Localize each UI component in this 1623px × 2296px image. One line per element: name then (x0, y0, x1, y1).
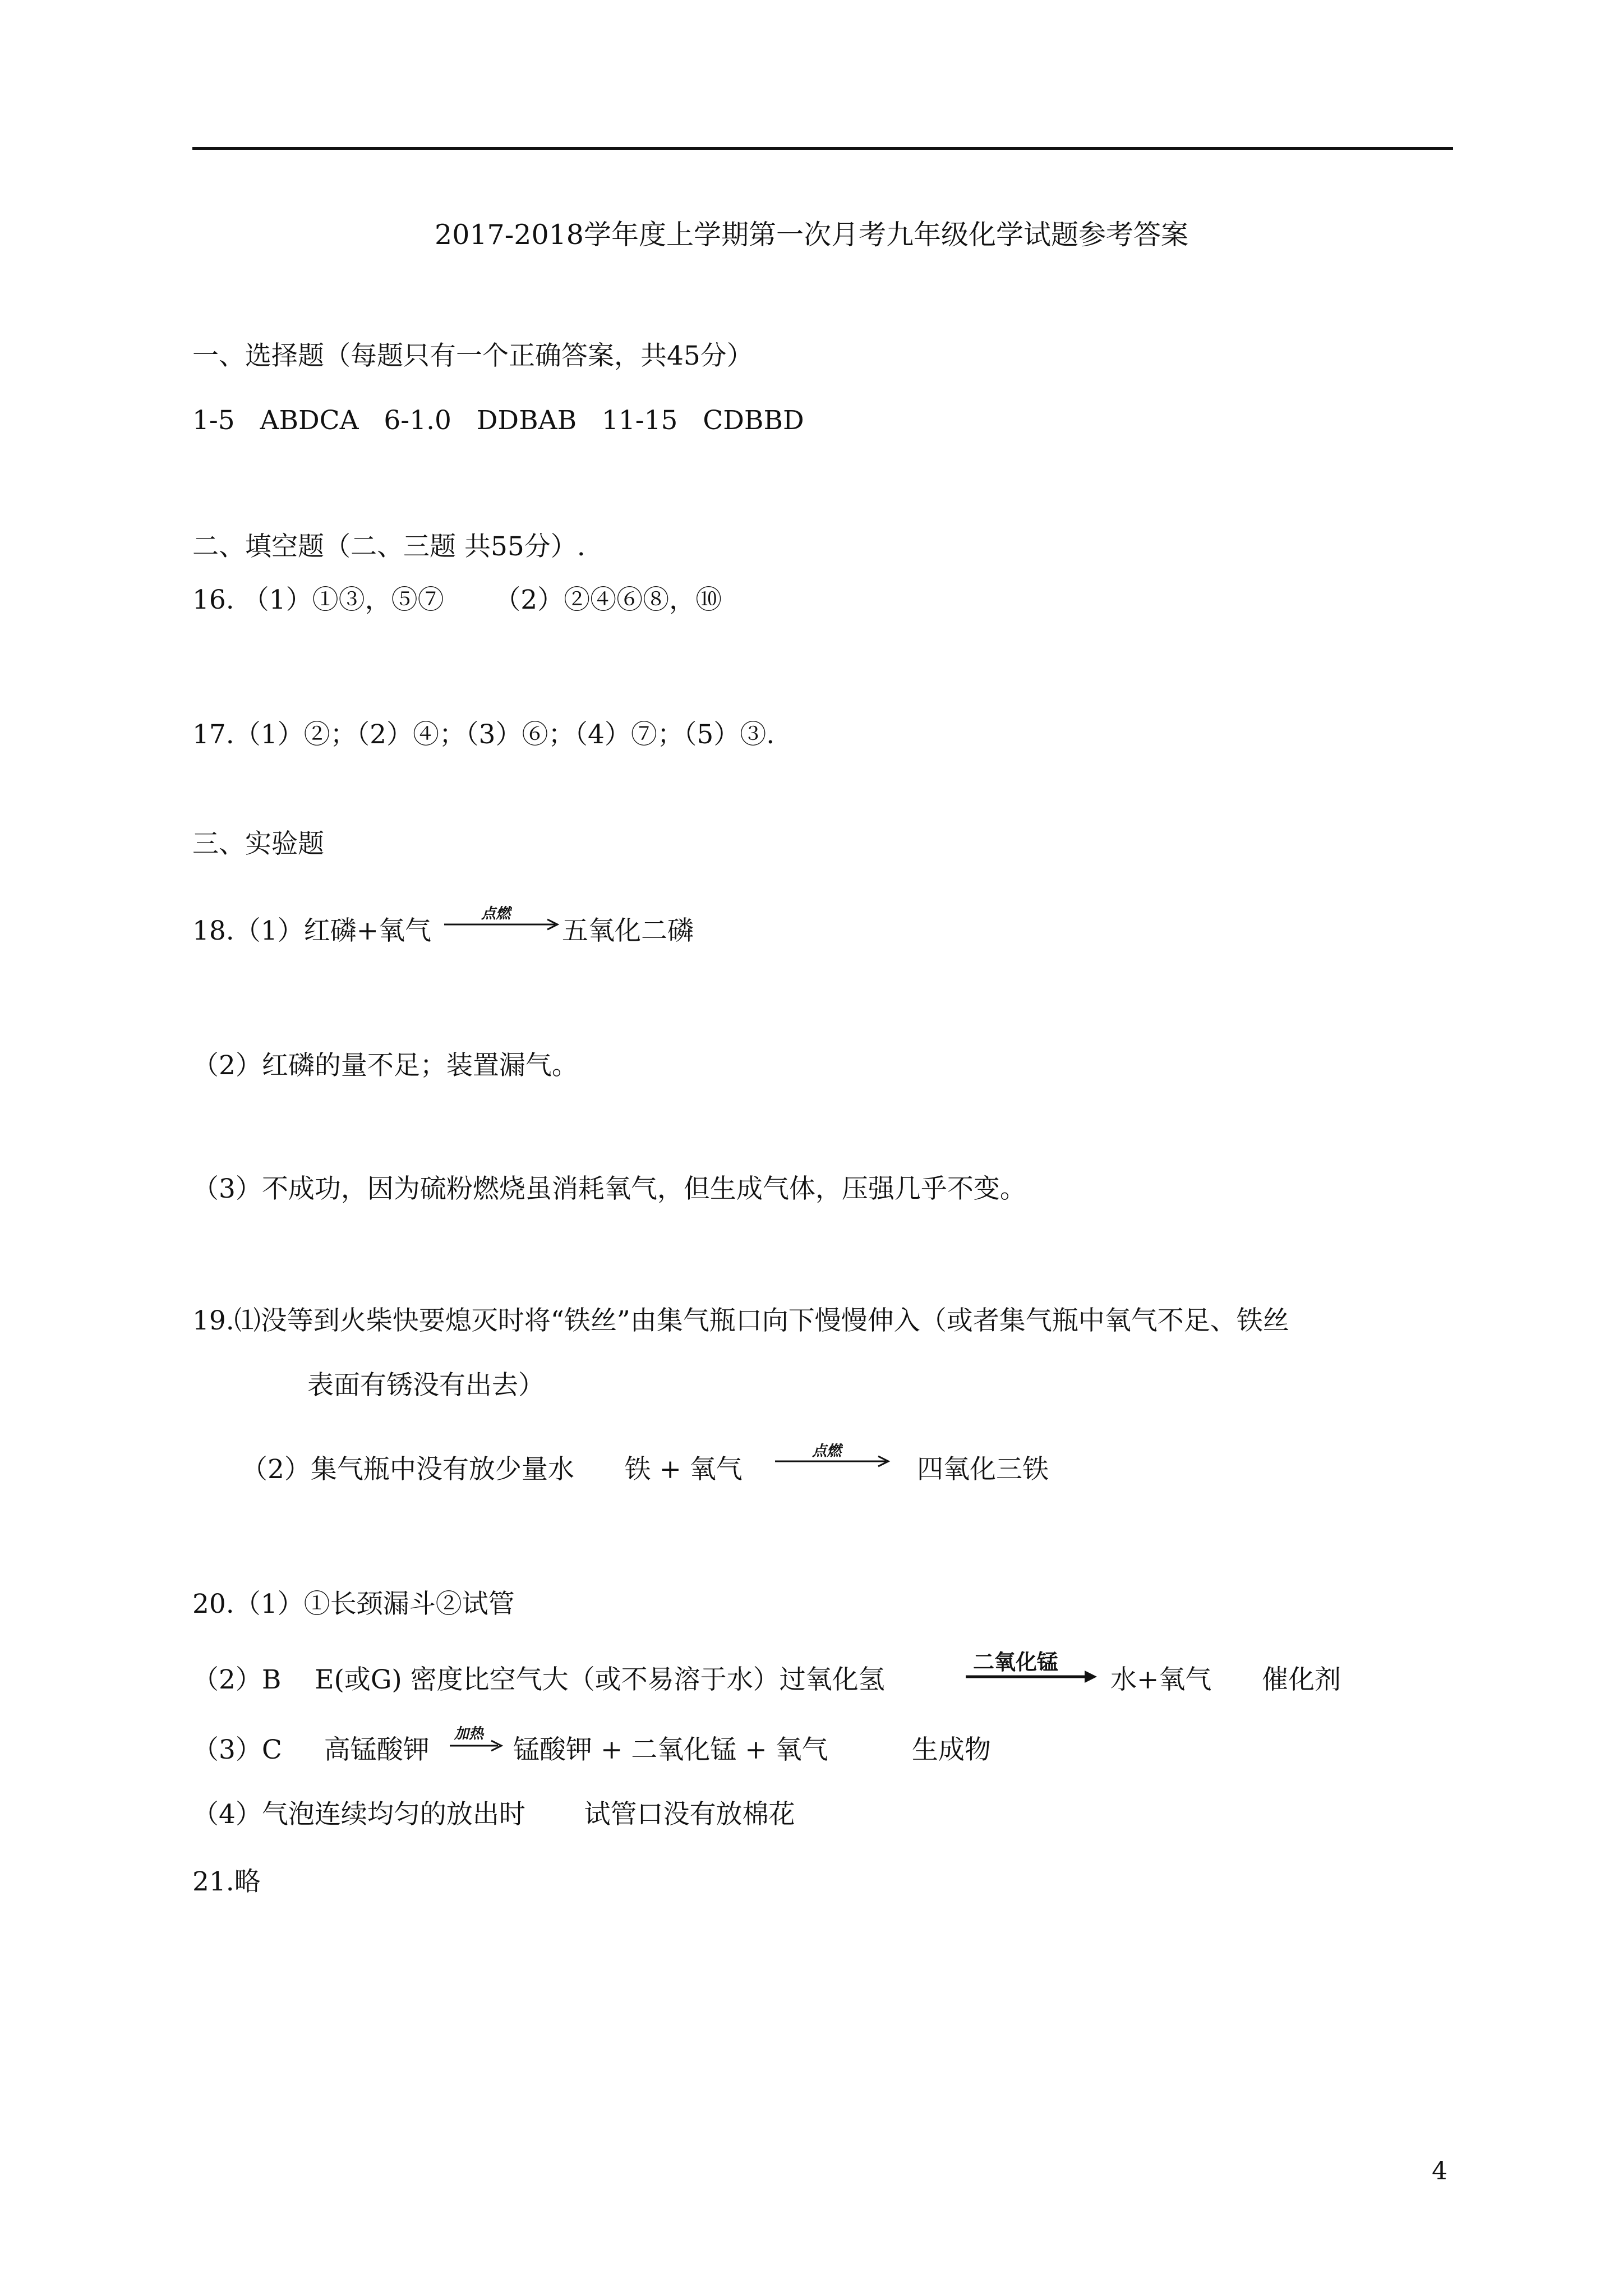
section-2-heading: 二、填空题（二、三题 共55分）. (192, 531, 585, 562)
choice-answers: 1-5 ABDCA 6-1.0 DDBAB 11-15 CDBBD (192, 405, 804, 436)
header-rule (192, 147, 1453, 150)
answer-20-1: 20.（1）①长颈漏斗②试管 (192, 1589, 515, 1619)
answer-20-2-text: （2）B E(或G) 密度比空气大（或不易溶于水）过氧化氢 (192, 1664, 885, 1695)
reaction-arrow-icon (443, 918, 561, 931)
reaction-arrow-icon (965, 1669, 1099, 1685)
answer-18-1-condition: 点燃 (481, 905, 511, 922)
answer-18-1-reactants: 18.（1）红磷+氧气 (192, 915, 432, 946)
answer-20-3-result: 锰酸钾 + 二氧化锰 + 氧气 生成物 (513, 1734, 991, 1765)
reaction-arrow-icon (774, 1455, 892, 1468)
answer-20-4: （4）气泡连续均匀的放出时 试管口没有放棉花 (192, 1799, 795, 1830)
answer-18-1-product: 五氧化二磷 (562, 915, 694, 946)
answer-17: 17.（1）②；（2）④；（3）⑥；（4）⑦；（5）③. (192, 719, 775, 750)
page-number: 4 (1432, 2157, 1447, 2185)
page-title: 2017-2018学年度上学期第一次月考九年级化学试题参考答案 (435, 219, 1188, 251)
answer-19-2-condition: 点燃 (812, 1443, 842, 1460)
answer-20-3-text: （3）C 高锰酸钾 (192, 1734, 430, 1765)
section-1-heading: 一、选择题（每题只有一个正确答案，共45分） (192, 341, 753, 371)
answer-20-3-condition: 加热 (454, 1726, 484, 1742)
section-3-heading: 三、实验题 (192, 829, 324, 859)
answer-21: 21.略 (192, 1866, 261, 1897)
answer-19-1-line1: 19.⑴没等到火柴快要熄灭时将“铁丝”由集气瓶口向下慢慢伸入（或者集气瓶中氧气不足、铁丝 (192, 1305, 1289, 1336)
answer-16: 16. （1）①③，⑤⑦ （2）②④⑥⑧，⑩ (192, 585, 722, 615)
answer-18-2: （2）红磷的量不足；装置漏气。 (192, 1050, 578, 1081)
answer-18-3: （3）不成功，因为硫粉燃烧虽消耗氧气，但生成气体，压强几乎不变。 (192, 1174, 1026, 1204)
answer-19-2-product: 四氧化三铁 (917, 1454, 1049, 1485)
answer-20-2-result: 水+氧气 催化剂 (1110, 1664, 1341, 1695)
reaction-arrow-icon (449, 1739, 505, 1752)
answer-19-1-line2: 表面有锈没有出去） (307, 1370, 545, 1401)
answer-19-2-text: （2）集气瓶中没有放少量水 铁 + 氧气 (241, 1454, 743, 1485)
answer-20-2-catalyst: 二氧化锰 (973, 1649, 1059, 1674)
